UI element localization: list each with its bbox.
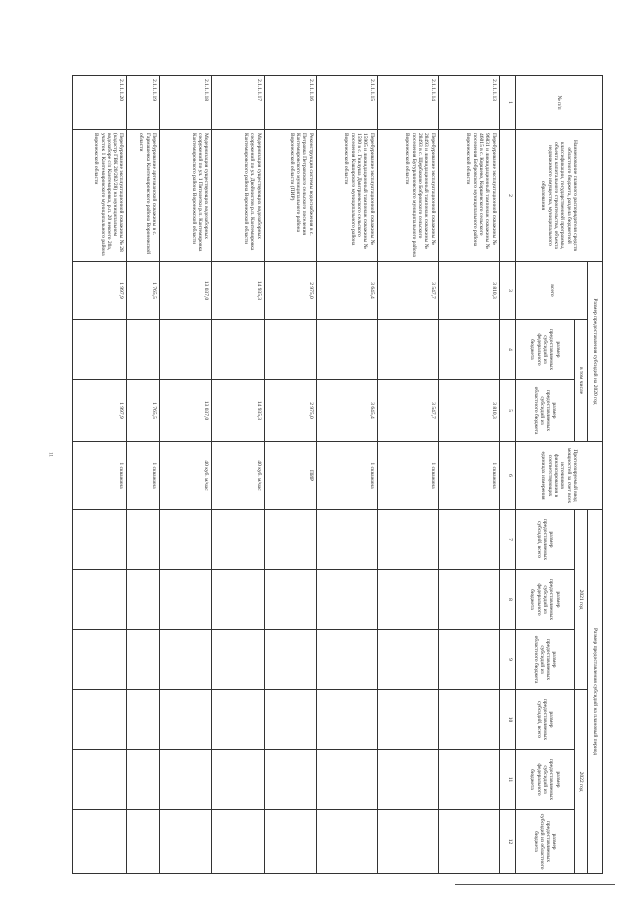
row-reg-2022 [127,810,160,874]
row-fed-2020 [438,320,499,380]
row-fed-2022 [127,750,160,810]
table-row [127,76,160,874]
row-reg-2022 [438,810,499,874]
page-number: 11 [47,452,53,457]
header-plan-group: Размер предоставления субсидий на плановый период [587,510,602,874]
row-fed-2022 [73,750,127,810]
row-num: 2.1.1.1.14 [377,76,438,130]
row-total-2021 [377,510,438,570]
header-reg-2022: размер предоставляемых субсидий из областного бюджета [516,810,575,874]
row-num: 2.1.1.1.16 [264,76,316,130]
header-reg-2021: размер предоставляемых субсидий из областного бюджета [516,630,575,690]
column-number-row: 1 2 3 4 5 6 7 8 9 10 11 12 [499,76,515,874]
row-total-2022 [160,690,212,750]
row-fed-2020 [316,320,377,380]
row-fed-2022 [377,750,438,810]
row-total: 3 547,7 [377,262,438,320]
row-capacity: 1 скважина [73,442,127,510]
row-num: 2.1.1.1.19 [127,76,160,130]
table-row [160,76,212,874]
row-reg-2020: 3 547,7 [377,380,438,442]
row-capacity: 1 скважина [316,442,377,510]
row-name: Модернизация существующих водозаборных сооружений по ул. 1 Пятилетки р.п. Кантемировка Кантемировского района Воронежской области [160,130,212,262]
row-reg-2022 [316,810,377,874]
row-reg-2021 [127,630,160,690]
row-fed-2020 [73,320,127,380]
row-num: 2.1.1.1.18 [160,76,212,130]
header-2020-group: Размер предоставления субсидий на 2020 год [587,262,602,442]
row-total-2022 [73,690,127,750]
rotated-table-container [72,75,603,873]
header-reg-2020: размер предоставляемых субсидий из областного бюджета [516,380,575,442]
row-reg-2021 [316,630,377,690]
row-reg-2021 [73,630,127,690]
row-total-2022 [264,690,316,750]
row-total-2022 [316,690,377,750]
row-fed-2020 [127,320,160,380]
row-reg-2021 [160,630,212,690]
row-fed-2020 [160,320,212,380]
row-capacity: ПИР [264,442,316,510]
row-total-2022 [377,690,438,750]
row-total-2021 [73,510,127,570]
row-total: 2 975,0 [264,262,316,320]
header-2022: 2022 год [574,690,587,874]
table-row [377,76,438,874]
row-fed-2020 [377,320,438,380]
header-fed-2022: размер предоставляемых субсидий из федерального бюджета [516,750,575,810]
row-reg-2021 [438,630,499,690]
header-incl: в том числе [574,320,587,442]
subsidy-table [72,75,603,874]
row-fed-2021 [438,570,499,630]
row-num: 2.1.1.1.15 [316,76,377,130]
row-reg-2022 [264,810,316,874]
row-reg-2022 [160,810,212,874]
row-name: Модернизация существующих водозаборных сооружений по ул. Двойнистов р.п. Кантемировка Кантемировского района Воронежской области [212,130,264,262]
row-num: 2.1.1.1.20 [73,76,127,130]
row-capacity: 40 куб. м/час [212,442,264,510]
table-row [264,76,316,874]
row-fed-2021 [160,570,212,630]
row-fed-2021 [316,570,377,630]
row-fed-2022 [160,750,212,810]
row-name: Перебуривание эксплуатационной скважины № 28 (кадастр ГВК 20/282/28) на муниципальном водозаборе с/п Кантемировка, р.п. 20 некоего 20а, участок 1 Кантемировского муниципального района Воронежской области [73,130,127,262]
row-reg-2020: 13 037,0 [160,380,212,442]
row-reg-2020: 1 765,5 [127,380,160,442]
header-name: Наименование главного распорядителя средств областного бюджета, раздела бюджетной классификации, государственной программы, объекта капитального строительства, объекта недвижимого имущества, муниципального образования [516,130,603,262]
row-reg-2022 [377,810,438,874]
row-fed-2022 [316,750,377,810]
header-total-2022: размер предоставляемых субсидий, всего [516,690,575,750]
row-reg-2020: 1 997,9 [73,380,127,442]
row-total-2021 [316,510,377,570]
header-2021: 2021 год [574,510,587,690]
header-fed-2021: размер предоставляемых субсидий из федерального бюджета [516,570,575,630]
row-total: 1 997,9 [73,262,127,320]
row-reg-2020: 2 975,0 [264,380,316,442]
row-reg-2020: 3 645,4 [316,380,377,442]
row-fed-2021 [73,570,127,630]
row-capacity: 1 скважина [377,442,438,510]
row-total: 3 810,3 [438,262,499,320]
row-capacity: 1 скважина [438,442,499,510]
table-row [212,76,264,874]
row-total: 14 935,3 [212,262,264,320]
scan-edge-line [455,884,615,885]
row-fed-2022 [212,750,264,810]
row-fed-2021 [127,570,160,630]
row-total-2021 [212,510,264,570]
row-total-2021 [438,510,499,570]
row-total: 3 645,4 [316,262,377,320]
row-fed-2021 [212,570,264,630]
row-fed-2022 [438,750,499,810]
row-total-2022 [212,690,264,750]
row-num: 2.1.1.1.13 [438,76,499,130]
row-fed-2020 [212,320,264,380]
row-name: Реконструкция системы водоснабжения в с. Петравка Петравского сельского поселения Кантемировского муниципального района Воронежской области (ПИР) [264,130,316,262]
row-num: 2.1.1.1.17 [212,76,264,130]
row-fed-2021 [264,570,316,630]
row-name: Перебуривание эксплуатационной скважины № 96831 и ликвидационный тампонаж скважины № 46015 в с. Коршево, Коршевского сельского поселения Бобровского муниципального района Воронежской области [438,130,499,262]
row-reg-2020: 14 935,3 [212,380,264,442]
row-total: 1 765,5 [127,262,160,320]
row-reg-2021 [212,630,264,690]
row-reg-2021 [264,630,316,690]
header-fed-2020: размер предоставляемых субсидий из федерального бюджета [516,320,575,380]
header-total-2021: размер предоставляемых субсидий, всего [516,510,575,570]
row-total-2022 [438,690,499,750]
row-name: Перебуривание эксплуатационной скважины № 28493 и ликвидационный тампонаж скважины № 28493 в с. Щербаково Бобровского сельского поселения Бутурлиновского муниципального района Воронежской области [377,130,438,262]
table-row [316,76,377,874]
header-total: всего [516,262,588,320]
row-reg-2022 [212,810,264,874]
row-name: Перебуривание эксплуатационной скважины № 15905 и ликвидационный тампонаж скважины № 1590 в с. Гнилуша Дмитриевского сельского поселения Каширского муниципального района Воронежской области [316,130,377,262]
row-reg-2021 [377,630,438,690]
row-capacity: 40 куб. м/час [160,442,212,510]
row-total-2021 [264,510,316,570]
row-capacity: 1 скважина [127,442,160,510]
row-reg-2020: 3 810,3 [438,380,499,442]
table-row [73,76,127,874]
row-fed-2020 [264,320,316,380]
row-total-2021 [160,510,212,570]
row-name: Перебуривание артезианской скважины в с. Гармашевка Кантемировского района Воронежской области [127,130,160,262]
header-capacity: Прогнозируемый ввод мощностей за счет всех источников финансирования в соответствующих единицах измерения [516,442,603,510]
header-num: № п/п [516,76,603,130]
table-row [438,76,499,874]
row-total-2021 [127,510,160,570]
row-total-2022 [127,690,160,750]
row-total: 13 037,0 [160,262,212,320]
row-fed-2021 [377,570,438,630]
row-reg-2022 [73,810,127,874]
row-fed-2022 [264,750,316,810]
table-body [73,76,500,874]
